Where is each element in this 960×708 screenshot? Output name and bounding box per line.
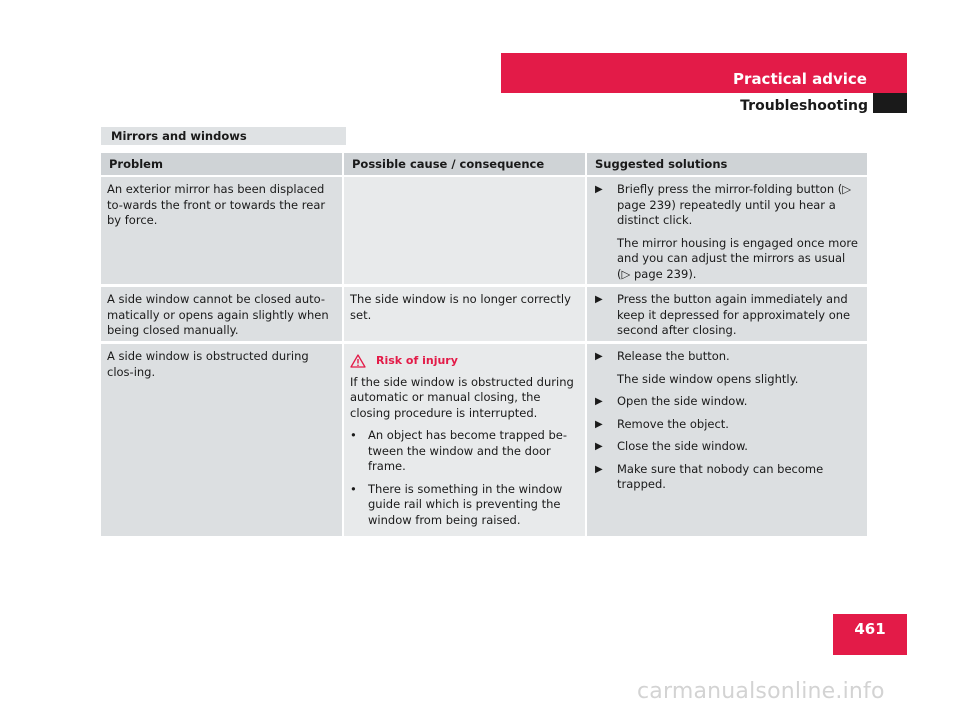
warning-heading [350, 353, 579, 369]
arrow-bullet-icon: ▶ [595, 441, 603, 452]
page-number: 461 [854, 620, 886, 638]
solution-step [595, 182, 861, 282]
subsection-title: Troubleshooting [740, 98, 868, 114]
bullet-dot-icon: • [350, 481, 357, 496]
cause-cell [344, 177, 585, 284]
arrow-bullet-icon: ▶ [595, 396, 603, 407]
column-header-cause: Possible cause / consequence [344, 153, 585, 175]
warning-label: Risk of injury [376, 354, 458, 367]
solution-text: Remove the object. [617, 416, 729, 431]
table-header-row [101, 153, 867, 175]
bullet-text: There is something in the window guide rail which is preventing the window from being raised. [368, 481, 563, 527]
cause-text: If the side window is obstructed during automatic or manual closing, the closing procedure is interrupted. [350, 374, 574, 420]
solutions-cell [587, 287, 867, 341]
arrow-bullet-icon: ▶ [595, 351, 603, 362]
solution-note: The mirror housing is engaged once more and you can adjust the mirrors as usual (▷ page 239). [617, 235, 858, 281]
solution-text: Open the side window. [617, 394, 748, 408]
solution-text: Make sure that nobody can become trapped. [617, 461, 824, 491]
solution-step [595, 292, 861, 339]
bullet-text: An object has become trapped be-tween the window and the door frame. [368, 428, 567, 473]
watermark-text: carmanualsonline.info [637, 679, 885, 704]
solution-step [595, 349, 861, 387]
solution-text: Press the button again immediately and keep it depressed for approximately one second after closing. [617, 292, 851, 337]
table-caption: Mirrors and windows [101, 127, 346, 145]
cause-cell: The side window is no longer correctly set. [344, 287, 585, 341]
solutions-cell [587, 344, 867, 536]
problem-cell: An exterior mirror has been displaced to-wards the front or towards the rear by force. [101, 177, 342, 284]
list-item [350, 482, 579, 529]
solution-step [595, 417, 861, 433]
solutions-cell [587, 177, 867, 284]
problem-cell: A side window is obstructed during clos-ing. [101, 344, 342, 536]
cause-cell [344, 344, 585, 536]
bullet-dot-icon: • [350, 428, 357, 442]
warning-triangle-icon [350, 354, 366, 368]
arrow-bullet-icon: ▶ [595, 418, 603, 430]
section-title: Practical advice [733, 70, 867, 88]
problem-cell: A side window cannot be closed auto-matically or opens again slightly when being closed manually. [101, 287, 342, 341]
thumb-tab [873, 93, 907, 113]
arrow-bullet-icon: ▶ [595, 294, 603, 305]
table-row [101, 344, 867, 536]
table-row [101, 177, 867, 284]
table-row [101, 287, 867, 341]
solution-text: Release the button. [617, 349, 730, 363]
solution-step [595, 462, 861, 493]
column-header-solutions: Suggested solutions [587, 153, 867, 175]
solution-note: The side window opens slightly. [617, 371, 799, 386]
arrow-bullet-icon: ▶ [595, 463, 603, 475]
solution-text: Briefly press the mirror-folding button (▷ page 239) repeatedly until you hear a distinct click. [617, 182, 852, 227]
solution-text: Close the side window. [617, 439, 748, 453]
solution-step [595, 394, 861, 410]
arrow-bullet-icon: ▶ [595, 184, 603, 195]
list-item [350, 428, 579, 475]
troubleshooting-table [101, 153, 867, 539]
solution-step [595, 439, 861, 455]
column-header-problem: Problem [101, 153, 342, 175]
